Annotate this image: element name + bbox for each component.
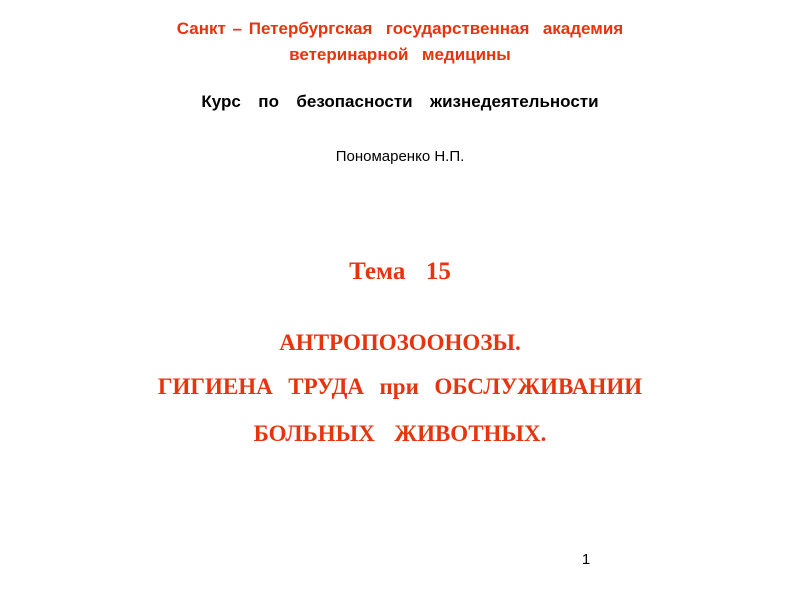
- author-name: Пономаренко Н.П.: [335, 148, 465, 165]
- lecture-title-line-3: БОЛЬНЫХ ЖИВОТНЫХ.: [253, 421, 547, 446]
- topic-number: Тема 15: [349, 258, 451, 285]
- lecture-title-line-1: АНТРОПОЗООНОЗЫ.: [279, 330, 521, 355]
- page-number: 1: [581, 551, 591, 568]
- institution-title-line-1: Санкт – Петербургская государственная академия: [176, 19, 624, 38]
- lecture-title-line-2: ГИГИЕНА ТРУДА при ОБСЛУЖИВАНИИ: [157, 374, 643, 399]
- course-title: Курс по безопасности жизнедеятельности: [201, 92, 599, 111]
- institution-title-line-2: ветеринарной медицины: [289, 45, 511, 64]
